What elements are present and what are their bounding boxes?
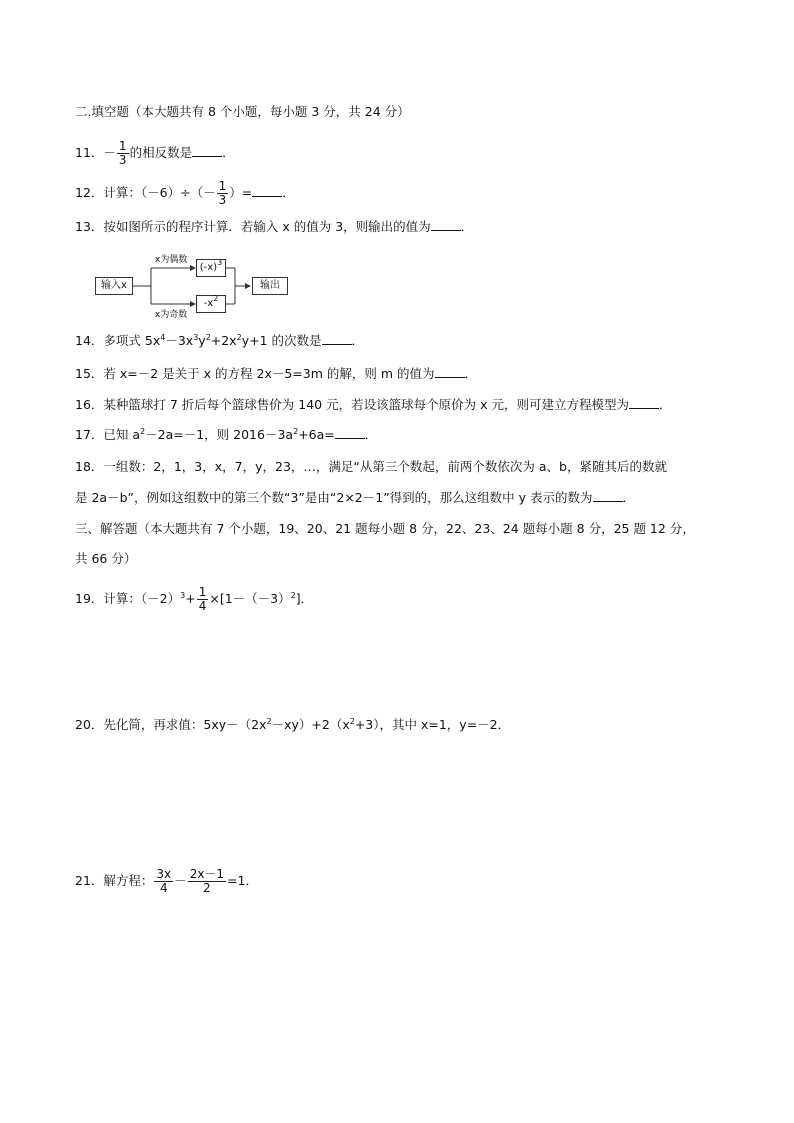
question-text: 的相反数是 [129,145,193,160]
minus-sign: － [103,145,116,160]
fraction [197,586,209,613]
question-text: y+1 的次数是 [241,333,322,348]
question-end: ． [222,145,235,160]
question-19 [75,586,313,613]
exponent: 3 [193,333,199,342]
question-text: 按如图所示的程序计算．若输入 x 的值为 3，则输出的值为 [103,219,431,234]
question-end: ． [364,427,378,442]
question-number: 14． [75,333,104,348]
exponent: 2 [266,717,272,726]
expr-part: ×[1－（－3） [209,591,291,606]
flowchart-output-box: 输出 [252,277,288,295]
answer-blank [629,396,659,409]
question-20 [75,716,510,734]
odd-op-exponent: 2 [213,294,219,303]
section-3-title-line-1: 三、解答题（本大题共有 7 个小题，19、20、21 题每小题 8 分，22、23、24 题每小题 8 分，25 题 12 分， [75,521,695,536]
question-end: ． [351,333,365,348]
fraction-denominator: 4 [198,599,207,613]
section-2-title: 二.填空题（本大题共有 8 个小题，每小题 3 分，共 24 分） [75,104,410,119]
flowchart-odd-op-box [196,295,226,313]
flowchart-odd-label: x为奇数 [155,310,188,320]
expr-part: 已知 a [103,427,141,442]
question-text: 某种篮球打 7 折后每个篮球售价为 140 元，若设该篮球每个原价为 x 元，则可建立方程模型为 [103,397,629,412]
expr-part: +2x [210,333,237,348]
exponent: 2 [349,717,355,726]
answer-blank [431,218,461,231]
expr-part: +3），其中 x=1，y=－2． [354,717,511,732]
expr-part: －xy）+2（x [271,717,350,732]
question-text: 解方程： [103,873,154,888]
fraction-numerator: 1 [198,585,207,599]
program-flowchart [95,252,325,322]
section-3-title-line-2: 共 66 分） [75,551,137,566]
question-17 [75,426,377,444]
minus-sign: － [174,873,187,888]
exponent: 2 [290,591,296,600]
question-18-line-2 [75,489,635,507]
expr-part: y [198,333,206,348]
exponent: 3 [180,591,186,600]
exponent: 2 [236,333,242,342]
question-21 [75,868,258,895]
expr-part: 计算：（－2） [103,591,181,606]
plus-sign: + [185,591,196,606]
question-number: 19． [75,591,104,606]
fraction-numerator: 2x－1 [189,867,225,881]
question-text: 计算：（－6）÷（－ [103,185,216,200]
question-11 [75,140,235,167]
answer-blank [335,426,365,439]
exponent: 2 [205,333,211,342]
question-end: =1． [227,873,258,888]
flowchart-input-box: 输入x [95,277,133,295]
flowchart-even-op-box [196,259,226,277]
fraction [117,140,129,167]
expr-part: －3x [165,333,194,348]
question-text-tail: ）= [229,185,253,200]
question-end: ． [460,219,474,234]
question-end: ． [282,185,295,200]
fraction [217,180,229,207]
question-end: ． [622,490,636,505]
question-13 [75,218,473,236]
answer-blank [435,365,465,378]
fraction-numerator: 1 [118,139,127,153]
question-number: 21． [75,873,104,888]
exponent: 2 [140,427,146,436]
flowchart-even-label: x为偶数 [155,255,188,265]
expr-part: 多项式 5x [103,333,161,348]
fraction-numerator: 3x [156,867,172,881]
question-16 [75,396,671,414]
fraction-denominator: 3 [218,193,227,207]
question-text: 若 x=－2 是关于 x 的方程 2x－5=3m 的解，则 m 的值为 [103,366,435,381]
expr-part: 先化简，再求值：5xy－（2x [103,717,267,732]
question-12 [75,180,295,207]
fraction-denominator: 4 [159,881,168,895]
even-op-exponent: 3 [217,258,223,267]
question-14 [75,332,364,350]
exponent: 2 [293,427,299,436]
exponent: 4 [160,333,166,342]
fraction-denominator: 3 [118,153,127,167]
answer-blank [322,332,352,345]
question-number: 12． [75,185,104,200]
answer-blank [192,144,222,157]
even-op-base: (-x) [199,262,218,273]
fraction-2 [188,868,226,895]
question-number: 13． [75,219,104,234]
expr-part: +6a= [298,427,335,442]
fraction-1 [154,868,173,895]
question-text: 是 2a－b”，例如这组数中的第三个数“3”是由“2×2－1”得到的，那么这组数中 y 表示的数为 [75,490,593,505]
question-number: 16． [75,397,104,412]
fraction-numerator: 1 [218,179,227,193]
question-15 [75,365,477,383]
question-number: 17． [75,427,104,442]
answer-blank [593,489,623,502]
question-end: ]． [295,591,314,606]
question-number: 20． [75,717,104,732]
question-number: 15． [75,366,104,381]
expr-part: －2a=－1，则 2016－3a [145,427,294,442]
question-end: ． [658,397,672,412]
odd-op-base: -x [203,298,214,309]
question-end: ． [464,366,478,381]
answer-blank [252,184,282,197]
fraction-denominator: 2 [203,881,211,895]
question-18-line-1: 18．一组数：2，1，3，x，7，y，23，…，满足“从第三个数起，前两个数依次为 a、b，紧随其后的数就 [75,459,667,474]
question-number: 11． [75,145,104,160]
